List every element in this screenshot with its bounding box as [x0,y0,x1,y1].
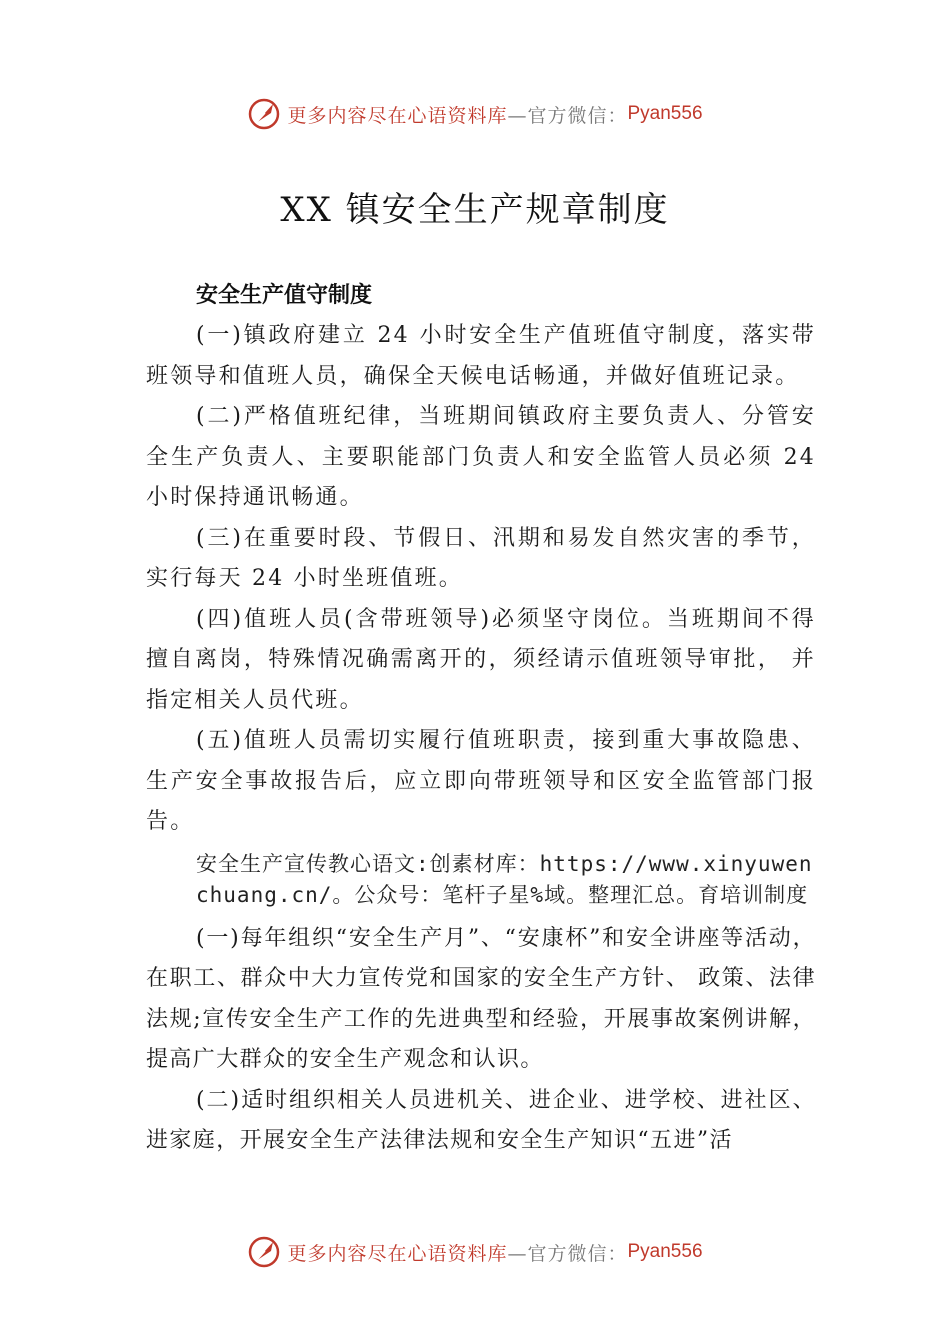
quill-logo-icon [247,97,281,131]
banner-separator: —官方微信： [507,104,628,127]
paragraph: (三)在重要时段、节假日、汛期和易发自然灾害的季节，实行每天 24 小时坐班值班。 [146,525,816,591]
banner-brand: 更多内容尽在心语资料库 [287,104,508,127]
footer-banner [0,1232,950,1272]
banner-contact: Pyan556 [627,1241,703,1262]
document-title: XX 镇安全生产规章制度 [280,190,670,230]
paragraph: (一)镇政府建立 24 小时安全生产值班值守制度，落实带班领导和值班人员，确保全天候电话畅通，并做好值班记录。 [146,323,816,389]
paragraph: (四)值班人员(含带班领导)必须坚守岗位。当班期间不得擅自离岗，特殊情况确需离开的，须经请示值班领导审批， 并指定相关人员代班。 [146,606,816,713]
paragraph: (二)严格值班纪律，当班期间镇政府主要负责人、分管安全生产负责人、主要职能部门负责人和安全监管人员必须 24 小时保持通讯畅通。 [146,404,816,510]
paragraph: (一)每年组织“安全生产月”、“安康杯”和安全讲座等活动，在职工、群众中大力宣传党和国家的安全生产方针、 政策、法律法规;宣传安全生产工作的先进典型和经验，开展事故案例讲解，提高广大群众的安全生产观念和认识。 [146,925,816,1072]
paragraph: (五)值班人员需切实履行值班职责，接到重大事故隐患、生产安全事故报告后，应立即向带班领导和区安全监管部门报告。 [146,728,816,834]
paragraph: (二)适时组织相关人员进机关、进企业、进学校、进社区、进家庭，开展安全生产法律法规和安全生产知识“五进”活 [146,1087,816,1153]
banner-separator: —官方微信： [507,1242,628,1265]
quill-logo-icon [247,1235,281,1269]
banner-brand: 更多内容尽在心语资料库 [287,1242,508,1265]
document-body [146,276,816,1162]
section-heading: 安全生产值守制度 [196,283,373,308]
header-banner [0,94,950,134]
banner-contact: Pyan556 [627,103,703,124]
inserted-note: 安全生产宣传教心语文:创素材库：https://www.xinyuwenchuang.cn/。公众号：笔杆子星%域。整理汇总。育培训制度 [196,851,813,907]
